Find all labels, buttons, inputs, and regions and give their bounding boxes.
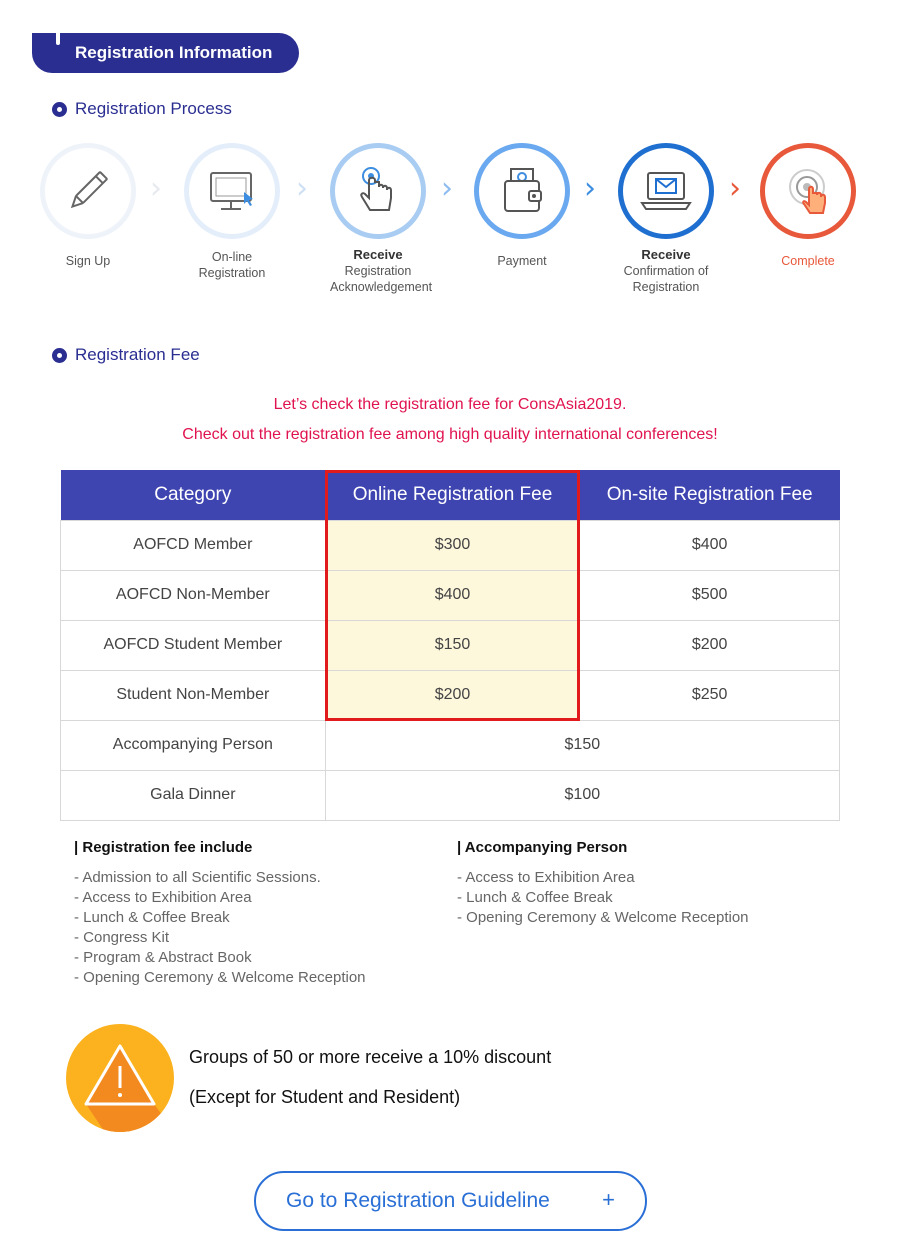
warning-icon	[66, 1024, 176, 1139]
accompanying-includes-list	[457, 838, 749, 928]
bullet-icon	[52, 348, 67, 363]
table-row	[61, 620, 840, 670]
category-cell: AOFCD Student Member	[61, 620, 326, 670]
step-online-registration	[184, 143, 280, 281]
list-item: - Program & Abstract Book	[74, 949, 252, 966]
chevron-right-icon: ›	[150, 171, 162, 206]
onsite-fee-cell: $250	[580, 670, 840, 720]
online-fee-cell: $400	[325, 570, 580, 620]
category-cell: Accompanying Person	[61, 720, 326, 770]
guideline-button-label: Go to Registration Guideline	[286, 1189, 550, 1212]
online-fee-cell: $150	[325, 620, 580, 670]
step-receive-confirmation	[618, 143, 714, 295]
list-item: - Lunch & Coffee Break	[457, 889, 613, 906]
section-header-title: Registration Information	[75, 43, 273, 62]
table-header-row	[61, 470, 840, 520]
step-circle	[760, 143, 856, 239]
section-header	[32, 33, 299, 73]
process-section-title	[52, 99, 232, 119]
step-label: Receive Registration Acknowledgement	[330, 247, 433, 294]
step-circle	[184, 143, 280, 239]
category-cell: AOFCD Non-Member	[61, 570, 326, 620]
step-circle	[40, 143, 136, 239]
step-sign-up	[40, 143, 136, 269]
header-category: Category	[61, 470, 326, 520]
fee-cell: $150	[325, 720, 839, 770]
header-tick	[56, 31, 60, 45]
bullet-icon	[52, 102, 67, 117]
fee-intro-line-1: Let’s check the registration fee for ConsAsia2019.	[273, 396, 627, 413]
onsite-fee-cell: $400	[580, 520, 840, 570]
onsite-fee-cell: $200	[580, 620, 840, 670]
list-item: - Opening Ceremony & Welcome Reception	[457, 909, 749, 926]
header-onsite-fee: On-site Registration Fee	[580, 470, 840, 520]
step-receive-acknowledgement	[330, 143, 433, 295]
step-label: Receive Confirmation of Registration	[623, 247, 709, 294]
notice-line-1: Groups of 50 or more receive a 10% discount	[189, 1047, 552, 1067]
fee-section-title	[52, 345, 200, 365]
header-online-fee: Online Registration Fee	[325, 470, 580, 520]
chevron-right-icon: ›	[584, 171, 596, 206]
category-cell: Student Non-Member	[61, 670, 326, 720]
fee-title-text: Registration Fee	[75, 345, 200, 364]
fee-table	[60, 470, 840, 821]
tap-target-icon	[783, 165, 833, 217]
step-label: On-line Registration	[198, 250, 266, 280]
online-fee-cell: $300	[325, 520, 580, 570]
chevron-right-icon: ›	[729, 171, 741, 206]
notice-line-2: (Except for Student and Resident)	[189, 1087, 461, 1107]
touch-hand-icon	[353, 164, 403, 218]
table-row	[61, 720, 840, 770]
step-circle	[474, 143, 570, 239]
fee-intro-line-2: Check out the registration fee among high quality international conferences!	[182, 426, 718, 443]
category-cell: Gala Dinner	[61, 770, 326, 820]
list-item: - Access to Exhibition Area	[457, 869, 635, 886]
step-label: Complete	[781, 254, 835, 268]
registration-guideline-button[interactable]	[254, 1171, 647, 1231]
list-item: - Access to Exhibition Area	[74, 889, 252, 906]
onsite-fee-cell: $500	[580, 570, 840, 620]
pencil-icon	[63, 166, 113, 216]
table-row	[61, 670, 840, 720]
step-circle	[618, 143, 714, 239]
table-row	[61, 570, 840, 620]
list-item: - Opening Ceremony & Welcome Reception	[74, 969, 366, 986]
table-row	[61, 520, 840, 570]
fee-includes-title: | Registration fee include	[74, 839, 253, 856]
process-title-text: Registration Process	[75, 99, 232, 118]
list-item: - Admission to all Scientific Sessions.	[74, 869, 321, 886]
laptop-mail-icon	[638, 169, 694, 213]
chevron-right-icon: ›	[441, 171, 453, 206]
fee-cell: $100	[325, 770, 839, 820]
wallet-icon	[497, 165, 547, 217]
step-label: Payment	[497, 254, 547, 268]
fee-includes-list	[74, 838, 366, 988]
monitor-icon	[206, 166, 258, 216]
category-cell: AOFCD Member	[61, 520, 326, 570]
list-item: - Congress Kit	[74, 929, 170, 946]
plus-icon: +	[602, 1187, 615, 1212]
table-row	[61, 770, 840, 820]
chevron-right-icon: ›	[296, 171, 308, 206]
online-fee-cell: $200	[325, 670, 580, 720]
step-payment	[474, 143, 570, 269]
list-item: - Lunch & Coffee Break	[74, 909, 230, 926]
step-circle	[330, 143, 426, 239]
step-complete	[760, 143, 856, 269]
step-label: Sign Up	[65, 254, 111, 268]
accompanying-title: | Accompanying Person	[457, 839, 628, 856]
